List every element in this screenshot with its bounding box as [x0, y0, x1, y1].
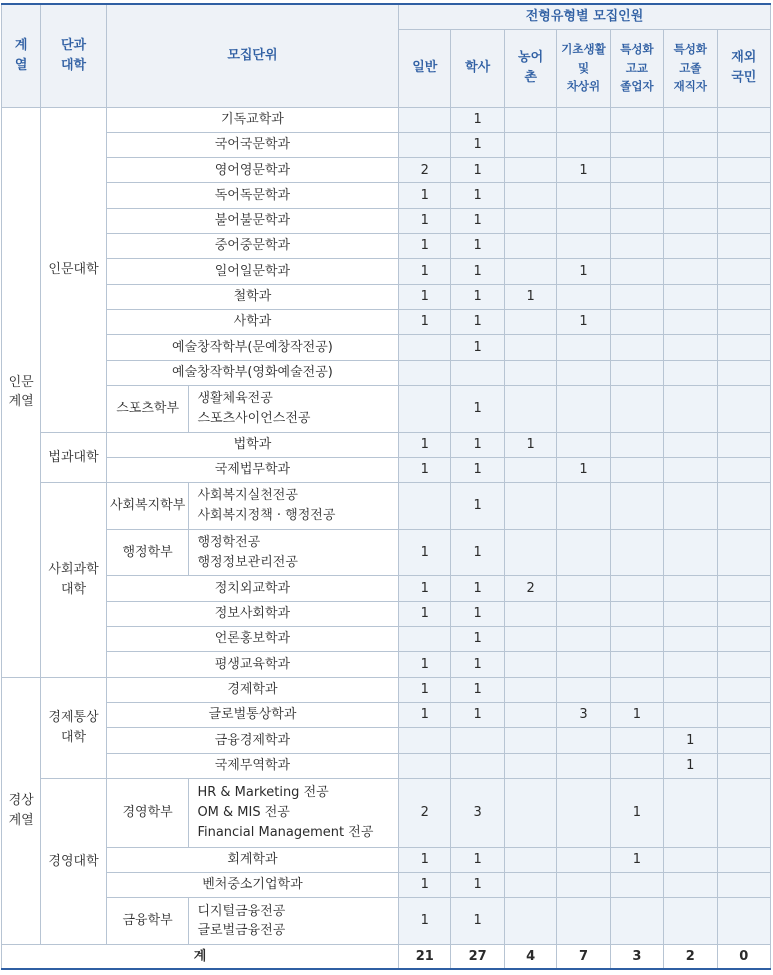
count-cell [610, 158, 663, 183]
count-cell [664, 208, 717, 233]
count-cell [504, 529, 556, 576]
count-cell [399, 132, 451, 157]
count-cell [717, 132, 770, 157]
count-cell [664, 626, 717, 651]
table-row [2, 208, 771, 233]
count-cell [610, 132, 663, 157]
college-law: 법과대학 [41, 432, 107, 483]
count-cell [717, 385, 770, 432]
count-cell [557, 234, 610, 259]
count-cell: 2 [399, 778, 451, 847]
count-cell: 1 [610, 778, 663, 847]
count-cell [610, 310, 663, 335]
table-row [2, 576, 771, 601]
count-cell [664, 385, 717, 432]
count-cell [504, 457, 556, 482]
count-cell [504, 158, 556, 183]
department-welfare: 사회복지학부 [106, 483, 189, 530]
count-cell [557, 576, 610, 601]
count-cell [717, 626, 770, 651]
count-cell [717, 208, 770, 233]
table-row [2, 385, 771, 432]
header-unit: 모집단위 [106, 4, 398, 107]
table-row [2, 847, 771, 872]
count-cell [557, 208, 610, 233]
count-cell [557, 626, 610, 651]
count-cell [664, 284, 717, 309]
count-cell: 1 [504, 432, 556, 457]
count-cell: 1 [399, 576, 451, 601]
count-cell [664, 158, 717, 183]
count-cell [610, 652, 663, 677]
count-cell [717, 728, 770, 753]
count-cell [664, 259, 717, 284]
unit-name: HR & Marketing 전공 OM & MIS 전공 Financial Management 전공 [189, 778, 399, 847]
count-cell [664, 107, 717, 132]
count-cell [717, 335, 770, 360]
count-cell: 1 [664, 753, 717, 778]
count-cell: 1 [451, 847, 504, 872]
table-row [2, 158, 771, 183]
count-cell: 3 [557, 702, 610, 727]
total-row [2, 944, 771, 969]
college-management: 경영대학 [41, 778, 107, 944]
header-col-bachelor: 학사 [451, 29, 504, 107]
count-cell: 1 [557, 310, 610, 335]
department-mgmt: 경영학부 [106, 778, 189, 847]
count-cell: 1 [399, 259, 451, 284]
college-social: 사회과학 대학 [41, 483, 107, 677]
count-cell: 1 [399, 601, 451, 626]
count-cell [664, 778, 717, 847]
table-row [2, 432, 771, 457]
count-cell [504, 753, 556, 778]
count-cell [504, 778, 556, 847]
count-cell: 1 [399, 457, 451, 482]
count-cell [557, 335, 610, 360]
count-cell: 1 [399, 847, 451, 872]
count-cell: 1 [451, 457, 504, 482]
count-cell [717, 898, 770, 945]
total-cell: 21 [399, 944, 451, 969]
count-cell: 1 [451, 208, 504, 233]
count-cell [504, 483, 556, 530]
count-cell [557, 284, 610, 309]
table-row [2, 873, 771, 898]
count-cell: 1 [399, 652, 451, 677]
unit-name: 글로벌통상학과 [106, 702, 398, 727]
header-col-rural: 농어 촌 [504, 29, 556, 107]
unit-name: 일어일문학과 [106, 259, 398, 284]
unit-name: 불어불문학과 [106, 208, 398, 233]
count-cell [664, 529, 717, 576]
unit-name: 법학과 [106, 432, 398, 457]
total-cell: 27 [451, 944, 504, 969]
count-cell [717, 234, 770, 259]
total-label: 계 [2, 944, 399, 969]
count-cell: 1 [664, 728, 717, 753]
table-row [2, 335, 771, 360]
count-cell: 1 [399, 898, 451, 945]
count-cell [504, 385, 556, 432]
unit-name: 철학과 [106, 284, 398, 309]
count-cell [504, 626, 556, 651]
count-cell [504, 677, 556, 702]
count-cell [557, 677, 610, 702]
count-cell [504, 702, 556, 727]
table-row [2, 284, 771, 309]
unit-name: 국제법무학과 [106, 457, 398, 482]
count-cell [557, 652, 610, 677]
college-humanities: 인문대학 [41, 107, 107, 432]
count-cell: 3 [451, 778, 504, 847]
count-cell: 1 [610, 702, 663, 727]
count-cell [717, 702, 770, 727]
count-cell [557, 753, 610, 778]
count-cell [664, 601, 717, 626]
count-cell: 1 [451, 234, 504, 259]
count-cell [610, 601, 663, 626]
header-college: 단과 대학 [41, 4, 107, 107]
count-cell [664, 335, 717, 360]
table-row [2, 753, 771, 778]
count-cell: 1 [399, 529, 451, 576]
count-cell: 1 [451, 132, 504, 157]
count-cell: 1 [399, 432, 451, 457]
table-row [2, 360, 771, 385]
header-col-general: 일반 [399, 29, 451, 107]
count-cell: 1 [504, 284, 556, 309]
count-cell [399, 360, 451, 385]
count-cell: 1 [399, 234, 451, 259]
count-cell [504, 847, 556, 872]
count-cell [557, 183, 610, 208]
count-cell: 1 [399, 873, 451, 898]
count-cell [717, 529, 770, 576]
count-cell: 1 [451, 652, 504, 677]
count-cell [504, 208, 556, 233]
unit-name: 예술창작학부(영화예술전공) [106, 360, 398, 385]
count-cell [664, 702, 717, 727]
count-cell [504, 728, 556, 753]
unit-name: 기독교학과 [106, 107, 398, 132]
count-cell: 1 [451, 529, 504, 576]
total-cell: 7 [557, 944, 610, 969]
unit-name: 중어중문학과 [106, 234, 398, 259]
count-cell [610, 483, 663, 530]
count-cell [451, 753, 504, 778]
total-cell: 0 [717, 944, 770, 969]
count-cell: 1 [451, 284, 504, 309]
count-cell: 2 [504, 576, 556, 601]
table-row [2, 677, 771, 702]
count-cell [717, 601, 770, 626]
track-humanities: 인문 계열 [2, 107, 41, 677]
count-cell [717, 778, 770, 847]
table-row [2, 457, 771, 482]
count-cell [504, 310, 556, 335]
count-cell [557, 847, 610, 872]
count-cell [664, 183, 717, 208]
count-cell [504, 898, 556, 945]
count-cell [610, 728, 663, 753]
header-track: 계 열 [2, 4, 41, 107]
count-cell [610, 626, 663, 651]
total-cell: 4 [504, 944, 556, 969]
count-cell [610, 677, 663, 702]
count-cell: 1 [399, 702, 451, 727]
unit-name: 정치외교학과 [106, 576, 398, 601]
count-cell [717, 107, 770, 132]
count-cell [717, 259, 770, 284]
table-row [2, 778, 771, 847]
count-cell: 1 [399, 284, 451, 309]
table-row [2, 132, 771, 157]
count-cell [557, 360, 610, 385]
count-cell: 1 [451, 483, 504, 530]
count-cell [504, 183, 556, 208]
table-row [2, 626, 771, 651]
college-econ: 경제통상 대학 [41, 677, 107, 778]
total-cell: 2 [664, 944, 717, 969]
table-row [2, 183, 771, 208]
header-col-basic-living: 기초생활 및 차상위 [557, 29, 610, 107]
header-col-overseas: 재외 국민 [717, 29, 770, 107]
count-cell [610, 457, 663, 482]
count-cell [399, 753, 451, 778]
count-cell [717, 847, 770, 872]
count-cell [664, 873, 717, 898]
table-row [2, 107, 771, 132]
count-cell [664, 132, 717, 157]
count-cell [717, 183, 770, 208]
unit-name: 행정학전공 행정정보관리전공 [189, 529, 399, 576]
count-cell [664, 898, 717, 945]
count-cell [557, 778, 610, 847]
count-cell [504, 601, 556, 626]
table-row [2, 728, 771, 753]
count-cell [504, 873, 556, 898]
header-group: 전형유형별 모집인원 [399, 4, 771, 29]
unit-name: 생활체육전공 스포츠사이언스전공 [189, 385, 399, 432]
count-cell [664, 360, 717, 385]
count-cell [610, 385, 663, 432]
count-cell [399, 385, 451, 432]
count-cell: 1 [451, 677, 504, 702]
unit-name: 사학과 [106, 310, 398, 335]
count-cell [610, 284, 663, 309]
count-cell [717, 483, 770, 530]
count-cell [664, 677, 717, 702]
count-cell [717, 432, 770, 457]
count-cell [557, 601, 610, 626]
count-cell [557, 132, 610, 157]
unit-name: 독어독문학과 [106, 183, 398, 208]
count-cell: 1 [451, 385, 504, 432]
table-row [2, 234, 771, 259]
count-cell [664, 576, 717, 601]
count-cell [399, 483, 451, 530]
count-cell: 1 [451, 335, 504, 360]
count-cell: 1 [399, 183, 451, 208]
count-cell [610, 898, 663, 945]
table-row [2, 483, 771, 530]
count-cell [717, 457, 770, 482]
table-row [2, 529, 771, 576]
count-cell [557, 107, 610, 132]
count-cell: 2 [399, 158, 451, 183]
count-cell [610, 432, 663, 457]
unit-name: 영어영문학과 [106, 158, 398, 183]
count-cell [399, 626, 451, 651]
table-row [2, 702, 771, 727]
count-cell [610, 360, 663, 385]
count-cell: 1 [451, 601, 504, 626]
count-cell [610, 234, 663, 259]
count-cell [399, 107, 451, 132]
count-cell [504, 259, 556, 284]
count-cell: 1 [451, 310, 504, 335]
count-cell [557, 432, 610, 457]
header-col-specialized-grad: 특성화 고교 졸업자 [610, 29, 663, 107]
total-cell: 3 [610, 944, 663, 969]
count-cell [664, 847, 717, 872]
count-cell [717, 310, 770, 335]
count-cell: 1 [399, 208, 451, 233]
unit-name: 예술창작학부(문예창작전공) [106, 335, 398, 360]
count-cell [664, 310, 717, 335]
count-cell [451, 728, 504, 753]
count-cell: 1 [451, 158, 504, 183]
count-cell: 1 [451, 873, 504, 898]
count-cell: 1 [557, 259, 610, 284]
table-row [2, 652, 771, 677]
count-cell [610, 873, 663, 898]
table-row [2, 310, 771, 335]
department-admin: 행정학부 [106, 529, 189, 576]
count-cell: 1 [399, 677, 451, 702]
count-cell [557, 483, 610, 530]
count-cell [504, 132, 556, 157]
unit-name: 회계학과 [106, 847, 398, 872]
count-cell [610, 183, 663, 208]
department-sports: 스포츠학부 [106, 385, 189, 432]
unit-name: 정보사회학과 [106, 601, 398, 626]
unit-name: 벤처중소기업학과 [106, 873, 398, 898]
count-cell [504, 652, 556, 677]
count-cell [717, 873, 770, 898]
count-cell [664, 234, 717, 259]
count-cell: 1 [399, 310, 451, 335]
count-cell: 1 [451, 702, 504, 727]
count-cell [610, 529, 663, 576]
count-cell [717, 753, 770, 778]
count-cell: 1 [557, 158, 610, 183]
count-cell: 1 [451, 432, 504, 457]
unit-name: 경제학과 [106, 677, 398, 702]
count-cell [610, 208, 663, 233]
unit-name: 국제무역학과 [106, 753, 398, 778]
count-cell [717, 360, 770, 385]
count-cell [399, 728, 451, 753]
unit-name: 언론홍보학과 [106, 626, 398, 651]
count-cell [399, 335, 451, 360]
unit-name: 금융경제학과 [106, 728, 398, 753]
count-cell [451, 360, 504, 385]
count-cell [557, 529, 610, 576]
table-row [2, 898, 771, 945]
track-business: 경상 계열 [2, 677, 41, 944]
count-cell [664, 652, 717, 677]
table-row [2, 601, 771, 626]
count-cell [717, 677, 770, 702]
count-cell [610, 107, 663, 132]
count-cell [557, 728, 610, 753]
count-cell [664, 457, 717, 482]
count-cell: 1 [451, 107, 504, 132]
count-cell [717, 652, 770, 677]
count-cell: 1 [610, 847, 663, 872]
unit-name: 평생교육학과 [106, 652, 398, 677]
header-col-specialized-worker: 특성화 고졸 재직자 [664, 29, 717, 107]
count-cell [610, 753, 663, 778]
count-cell [504, 234, 556, 259]
unit-name: 디지털금융전공 글로벌금융전공 [189, 898, 399, 945]
admission-table [1, 3, 771, 970]
count-cell: 1 [451, 576, 504, 601]
department-finance: 금융학부 [106, 898, 189, 945]
count-cell: 1 [451, 898, 504, 945]
count-cell [664, 432, 717, 457]
unit-name: 국어국문학과 [106, 132, 398, 157]
count-cell [504, 107, 556, 132]
count-cell [557, 898, 610, 945]
count-cell [610, 335, 663, 360]
count-cell [504, 335, 556, 360]
count-cell: 1 [557, 457, 610, 482]
count-cell [504, 360, 556, 385]
count-cell [557, 873, 610, 898]
count-cell [717, 576, 770, 601]
count-cell [717, 284, 770, 309]
count-cell: 1 [451, 626, 504, 651]
unit-name: 사회복지실천전공 사회복지정책 · 행정전공 [189, 483, 399, 530]
count-cell [664, 483, 717, 530]
count-cell [610, 259, 663, 284]
count-cell: 1 [451, 259, 504, 284]
count-cell [557, 385, 610, 432]
count-cell: 1 [451, 183, 504, 208]
count-cell [717, 158, 770, 183]
table-row [2, 259, 771, 284]
count-cell [610, 576, 663, 601]
